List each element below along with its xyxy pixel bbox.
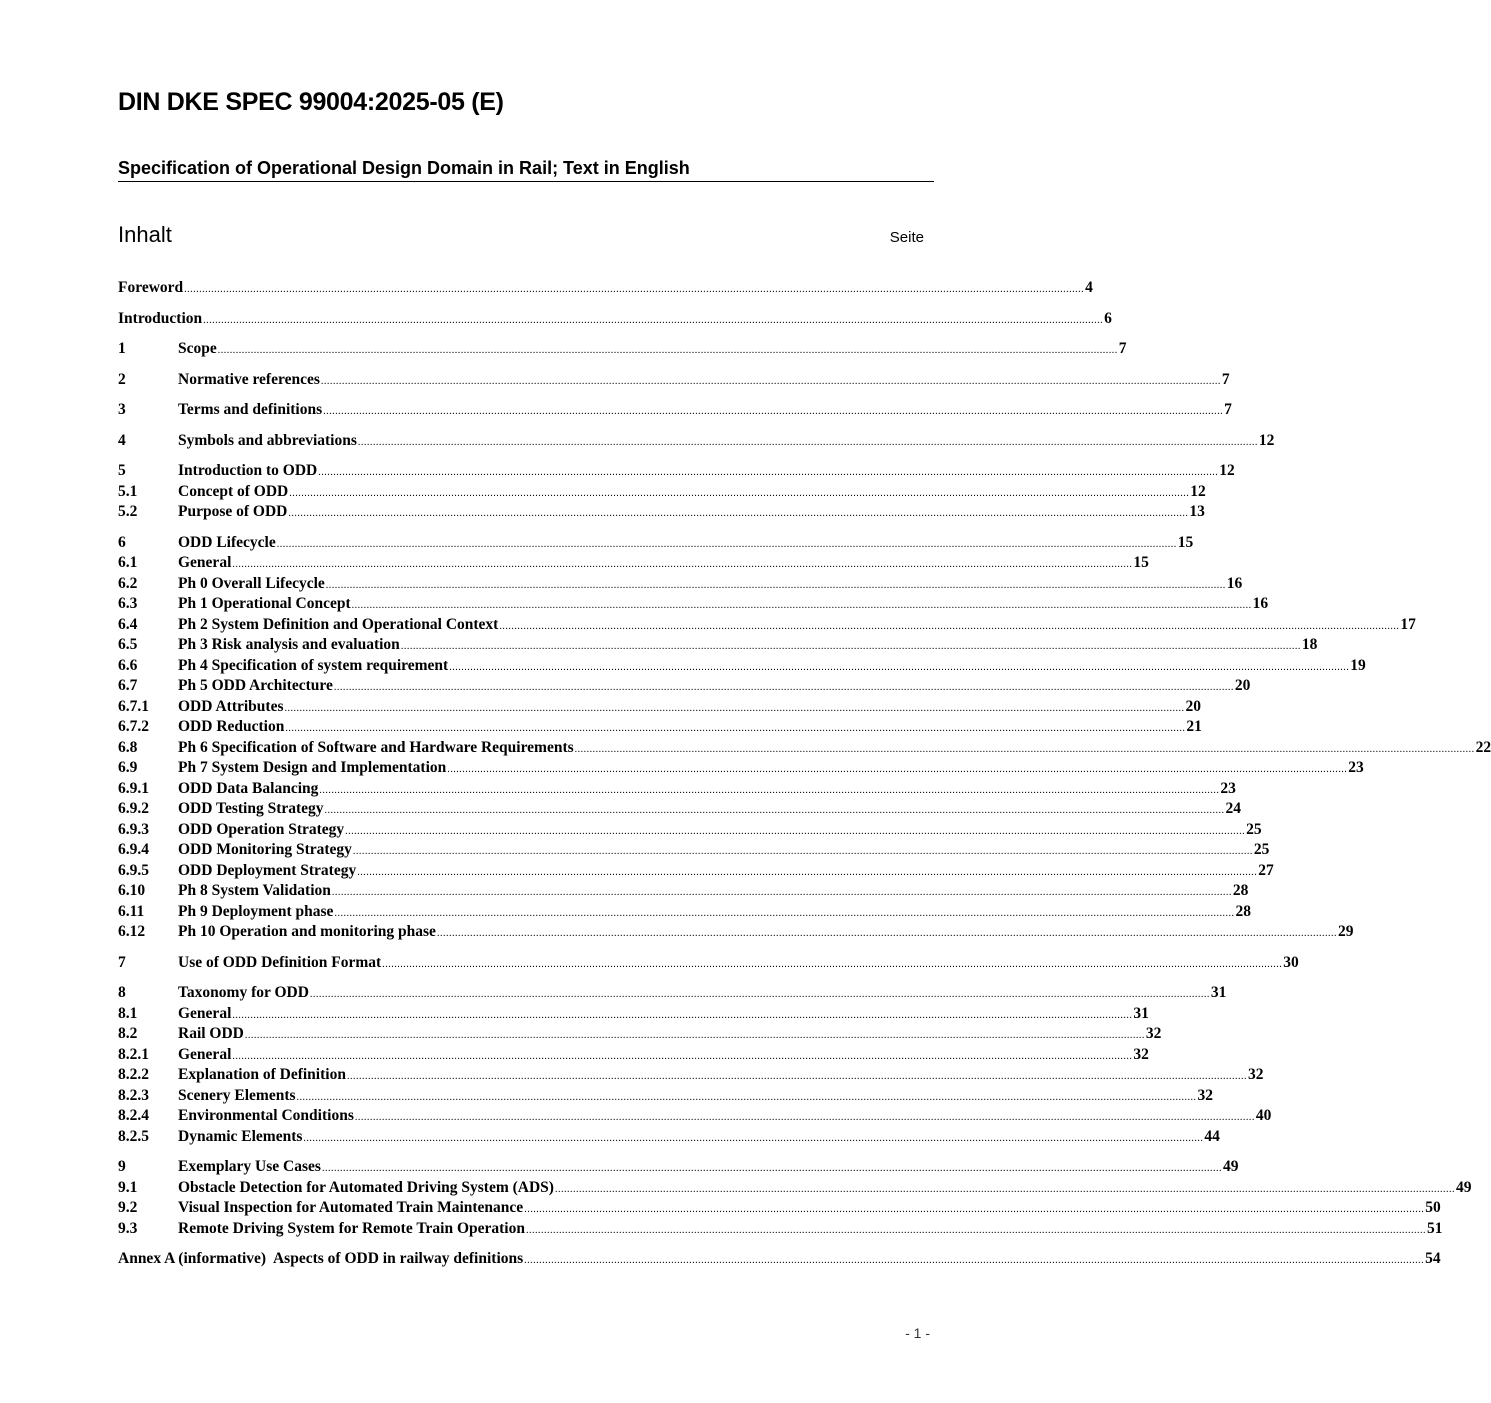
toc-dot-leader: ............................................................................................................................................................................................................................................................................................................ <box>232 1050 1133 1062</box>
toc-dot-leader: ............................................................................................................................................................................................................................................................................................................ <box>554 1183 1455 1195</box>
toc-dot-leader: ............................................................................................................................................................................................................................................................................................................ <box>400 641 1301 652</box>
toc-dot-leader: ............................................................................................................................................................................................................................................................................................................ <box>524 1204 1425 1215</box>
toc-entry-page: 18 <box>1301 636 1318 653</box>
toc-entry[interactable] <box>118 533 1194 554</box>
toc-entry[interactable] <box>118 482 1206 503</box>
toc-dot-leader: ............................................................................................................................................................................................................................................................................................................ <box>289 487 1190 499</box>
toc-dot-leader: ............................................................................................................................................................................................................................................................................................................ <box>217 345 1118 356</box>
toc-dot-leader: ............................................................................................................................................................................................................................................................................................................ <box>333 682 1234 693</box>
toc-dot-leader: ............................................................................................................................................................................................................................................................................................................ <box>232 559 1133 570</box>
toc-entry-number: 6.9.5 <box>118 861 149 879</box>
toc-entry[interactable] <box>118 1045 1149 1066</box>
toc-entry-title: Foreword <box>118 279 184 296</box>
toc-entry-number: 6.9.1 <box>118 779 149 797</box>
toc-entry-page: 31 <box>1210 984 1227 1001</box>
toc-entry-title: Obstacle Detection for Automated Driving System (ADS) <box>178 1178 554 1196</box>
toc-entry-page: 30 <box>1283 953 1299 971</box>
toc-entry-number: 8.2.1 <box>118 1045 149 1063</box>
toc-dot-leader: ............................................................................................................................................................................................................................................................................................................ <box>309 989 1210 1000</box>
toc-entry[interactable] <box>118 1198 1441 1219</box>
toc-entry-page: 7 <box>1221 370 1230 388</box>
toc-dot-leader: ............................................................................................................................................................................................................................................................................................................ <box>244 1030 1145 1041</box>
toc-dot-leader: ............................................................................................................................................................................................................................................................................................................ <box>345 825 1246 837</box>
toc-entry-number: 6.9 <box>118 759 138 776</box>
toc-dot-leader: ............................................................................................................................................................................................................................................................................................................ <box>285 723 1186 734</box>
toc-dot-leader: ............................................................................................................................................................................................................................................................................................................ <box>352 846 1253 857</box>
toc-entry-title: Explanation of Definition <box>178 1066 346 1083</box>
toc-entry[interactable] <box>118 339 1127 360</box>
toc-dot-leader: ............................................................................................................................................................................................................................................................................................................ <box>323 406 1224 417</box>
toc-dot-leader: ............................................................................................................................................................................................................................................................................................................ <box>449 661 1350 673</box>
toc-entry-page: 49 <box>1222 1158 1239 1175</box>
toc-dot-leader: ............................................................................................................................................................................................................................................................................................................ <box>232 1009 1133 1021</box>
toc-entry-title: ODD Attributes <box>178 697 284 715</box>
toc-dot-leader: ............................................................................................................................................................................................................................................................................................................ <box>321 1163 1222 1174</box>
toc-entry[interactable] <box>118 1157 1239 1178</box>
toc-entry[interactable] <box>118 635 1318 656</box>
toc-entry-page: 16 <box>1252 595 1269 612</box>
toc-entry-title: Ph 2 System Definition and Operational Context <box>178 615 499 633</box>
toc-entry-title: Scenery Elements <box>178 1086 296 1104</box>
toc-entry-number: 6 <box>118 533 126 551</box>
toc-entry[interactable] <box>118 370 1230 391</box>
toc-entry-title: Rail ODD <box>178 1025 244 1042</box>
toc-entry[interactable] <box>118 758 1364 779</box>
toc-entry-title: Scope <box>178 340 217 357</box>
toc-entry-page: 4 <box>1085 279 1093 296</box>
toc-entry-page: 7 <box>1118 340 1127 357</box>
toc-entry-page: 54 <box>1425 1250 1441 1267</box>
toc-entry-title: Introduction to ODD <box>178 462 318 479</box>
toc-entry-number: 6.3 <box>118 595 138 612</box>
toc-entry-title: Use of ODD Definition Format <box>178 953 382 971</box>
toc-entry-number: 3 <box>118 401 126 418</box>
toc-entry[interactable] <box>118 861 1274 882</box>
toc-dot-leader: ............................................................................................................................................................................................................................................................................................................ <box>499 620 1400 632</box>
toc-dot-leader: ............................................................................................................................................................................................................................................................................................................ <box>203 314 1104 326</box>
toc-entry-number: 6.11 <box>118 902 145 920</box>
toc-entry-number: 8.2.4 <box>118 1107 149 1124</box>
toc-entry-page: 31 <box>1133 1004 1149 1022</box>
toc-entry[interactable] <box>118 278 1093 299</box>
toc-entry-title: Dynamic Elements <box>178 1127 303 1145</box>
toc-entry-number: 6.10 <box>118 882 146 899</box>
toc-entry-number: 8 <box>118 984 126 1001</box>
toc-entry-page: 16 <box>1226 574 1243 592</box>
toc-entry-page: 32 <box>1133 1045 1149 1063</box>
toc-dot-leader: ............................................................................................................................................................................................................................................................................................................ <box>276 538 1177 550</box>
toc-entry-page: 32 <box>1247 1066 1264 1083</box>
toc-dot-leader: ............................................................................................................................................................................................................................................................................................................ <box>382 958 1283 970</box>
toc-entry[interactable] <box>118 738 1491 759</box>
toc-entry-title: ODD Lifecycle <box>178 533 276 551</box>
toc-entry-number: 6.7.2 <box>118 718 149 735</box>
toc-entry-title: Exemplary Use Cases <box>178 1158 321 1175</box>
toc-entry-page: 22 <box>1475 738 1491 756</box>
toc-entry[interactable] <box>118 615 1416 636</box>
toc-entry-number: 9 <box>118 1158 126 1175</box>
toc-entry-page: 51 <box>1426 1219 1443 1237</box>
toc-entry[interactable] <box>118 502 1205 523</box>
toc-entry[interactable] <box>118 881 1249 902</box>
toc-entry-page: 28 <box>1235 902 1251 920</box>
toc-entry-page: 6 <box>1104 309 1112 327</box>
toc-entry-page: 7 <box>1224 401 1232 418</box>
toc-entry-title: Concept of ODD <box>178 482 289 500</box>
toc-entry-title: Symbols and abbreviations <box>178 431 357 449</box>
toc-entry-page: 20 <box>1234 677 1251 694</box>
toc-dot-leader: ............................................................................................................................................................................................................................................................................................................ <box>288 508 1189 519</box>
toc-entry-number: 8.2.2 <box>118 1066 149 1083</box>
toc-entry-page: 21 <box>1186 718 1202 735</box>
toc-entry-title: Ph 5 ODD Architecture <box>178 677 333 694</box>
toc-entry-number: 6.4 <box>118 615 138 633</box>
toc-entry-page: 29 <box>1337 923 1354 940</box>
document-title: DIN DKE SPEC 99004:2025-05 (E) <box>118 88 504 116</box>
toc-entry-page: 12 <box>1190 482 1206 500</box>
toc-entry-number: 6.1 <box>118 554 138 571</box>
toc-entry-title: Ph 3 Risk analysis and evaluation <box>178 636 400 653</box>
toc-dot-leader: ............................................................................................................................................................................................................................................................................................................ <box>524 1255 1425 1266</box>
toc-entry[interactable] <box>118 1178 1472 1199</box>
toc-entry[interactable] <box>118 656 1366 677</box>
toc-entry-title: Annex A (informative) Aspects of ODD in railway definitions <box>118 1250 524 1267</box>
toc-dot-leader: ............................................................................................................................................................................................................................................................................................................ <box>320 375 1221 387</box>
toc-entry-page: 25 <box>1253 841 1270 858</box>
toc-entry[interactable] <box>118 400 1232 421</box>
toc-entry-number: 8.2.5 <box>118 1127 149 1145</box>
toc-entry[interactable] <box>118 1127 1220 1148</box>
toc-entry-page: 49 <box>1455 1178 1472 1196</box>
toc-entry[interactable] <box>118 1219 1443 1240</box>
toc-entry-title: Taxonomy for ODD <box>178 984 309 1001</box>
toc-entry-page: 12 <box>1258 431 1275 449</box>
toc-entry[interactable] <box>118 1004 1149 1025</box>
toc-entry-page: 13 <box>1189 503 1205 520</box>
toc-entry-title: Ph 1 Operational Concept <box>178 595 351 612</box>
toc-entry-number: 9.3 <box>118 1219 138 1237</box>
toc-dot-leader: ............................................................................................................................................................................................................................................................................................................ <box>331 887 1232 898</box>
toc-dot-leader: ............................................................................................................................................................................................................................................................................................................ <box>303 1132 1204 1144</box>
toc-entry-number: 4 <box>118 431 126 449</box>
toc-entry-title: Ph 4 Specification of system requirement <box>178 656 449 674</box>
toc-entry[interactable] <box>118 922 1354 943</box>
toc-entry-title: Environmental Conditions <box>178 1107 354 1124</box>
toc-entry[interactable] <box>118 799 1242 820</box>
page-column-label: Seite <box>889 229 924 246</box>
toc-entry[interactable] <box>118 820 1262 841</box>
toc-entry-page: 50 <box>1425 1199 1441 1216</box>
toc-entry-number: 6.9.4 <box>118 841 149 858</box>
toc-entry[interactable] <box>118 840 1270 861</box>
toc-entry-number: 7 <box>118 953 126 971</box>
toc-dot-leader: ............................................................................................................................................................................................................................................................................................................ <box>325 579 1226 591</box>
toc-dot-leader: ............................................................................................................................................................................................................................................................................................................ <box>351 600 1252 611</box>
toc-dot-leader: ............................................................................................................................................................................................................................................................................................................ <box>354 1112 1255 1123</box>
toc-entry-number: 5 <box>118 462 126 479</box>
toc-entry[interactable] <box>118 779 1236 800</box>
toc-entry-number: 6.9.2 <box>118 800 149 817</box>
toc-dot-leader: ............................................................................................................................................................................................................................................................................................................ <box>319 784 1220 796</box>
toc-entry-number: 5.1 <box>118 482 138 500</box>
toc-dot-leader: ............................................................................................................................................................................................................................................................................................................ <box>357 866 1258 878</box>
toc-heading: Inhalt <box>118 222 172 247</box>
toc-entry-number: 8.2 <box>118 1025 138 1042</box>
toc-entry-title: ODD Reduction <box>178 718 285 735</box>
toc-entry-title: Ph 7 System Design and Implementation <box>178 759 447 776</box>
toc-entry[interactable] <box>118 574 1243 595</box>
toc-entry-title: Ph 0 Overall Lifecycle <box>178 574 325 592</box>
toc-entry-number: 6.2 <box>118 574 138 592</box>
toc-entry-title: ODD Deployment Strategy <box>178 861 357 879</box>
document-subtitle: Specification of Operational Design Domain in Rail; Text in English <box>118 158 934 182</box>
toc-entry[interactable] <box>118 1249 1441 1270</box>
toc-entry-page: 17 <box>1400 615 1416 633</box>
toc-entry-title: Visual Inspection for Automated Train Maintenance <box>178 1199 524 1216</box>
toc-entry[interactable] <box>118 553 1149 574</box>
toc-entry-title: Terms and definitions <box>178 401 323 418</box>
toc-entry-title: ODD Operation Strategy <box>178 820 345 838</box>
toc-entry-page: 40 <box>1255 1107 1272 1124</box>
toc-entry-title: ODD Testing Strategy <box>178 800 324 817</box>
toc-entry[interactable] <box>118 1086 1214 1107</box>
table-of-contents <box>118 278 1491 1270</box>
toc-entry-title: Purpose of ODD <box>178 503 288 520</box>
toc-entry-page: 23 <box>1220 779 1236 797</box>
toc-entry-title: Ph 6 Specification of Software and Hardware Requirements <box>178 738 574 756</box>
toc-dot-leader: ............................................................................................................................................................................................................................................................................................................ <box>284 702 1185 714</box>
toc-entry[interactable] <box>118 1024 1162 1045</box>
toc-dot-leader: ............................................................................................................................................................................................................................................................................................................ <box>447 764 1348 775</box>
toc-entry-title: ODD Monitoring Strategy <box>178 841 352 858</box>
toc-dot-leader: ............................................................................................................................................................................................................................................................................................................ <box>357 436 1258 448</box>
toc-entry-number: 6.7 <box>118 677 138 694</box>
toc-entry-title: Ph 9 Deployment phase <box>178 902 334 920</box>
toc-entry-page: 15 <box>1133 554 1149 571</box>
toc-entry-number: 9.1 <box>118 1178 138 1196</box>
toc-entry-number: 9.2 <box>118 1199 138 1216</box>
toc-entry[interactable] <box>118 1065 1264 1086</box>
toc-entry[interactable] <box>118 953 1299 974</box>
toc-entry-title: General <box>178 1045 232 1063</box>
toc-dot-leader: ............................................................................................................................................................................................................................................................................................................ <box>436 928 1337 939</box>
toc-entry-number: 6.6 <box>118 656 138 674</box>
toc-entry-page: 24 <box>1225 800 1242 817</box>
toc-dot-leader: ............................................................................................................................................................................................................................................................................................................ <box>296 1091 1197 1103</box>
toc-entry[interactable] <box>118 1106 1272 1127</box>
toc-dot-leader: ............................................................................................................................................................................................................................................................................................................ <box>574 743 1475 755</box>
toc-dot-leader: ............................................................................................................................................................................................................................................................................................................ <box>346 1071 1247 1082</box>
toc-entry-number: 5.2 <box>118 503 138 520</box>
toc-entry[interactable] <box>118 717 1202 738</box>
toc-entry-page: 28 <box>1232 882 1249 899</box>
toc-entry-title: ODD Data Balancing <box>178 779 319 797</box>
toc-entry-page: 15 <box>1177 533 1194 551</box>
toc-entry[interactable] <box>118 902 1251 923</box>
toc-entry-number: 2 <box>118 370 126 388</box>
toc-entry-number: 6.8 <box>118 738 138 756</box>
toc-entry[interactable] <box>118 697 1201 718</box>
toc-entry-page: 12 <box>1219 462 1235 479</box>
toc-entry[interactable] <box>118 309 1112 330</box>
toc-entry-title: Normative references <box>178 370 320 388</box>
toc-entry-number: 6.7.1 <box>118 697 149 715</box>
toc-entry-number: 6.5 <box>118 636 138 653</box>
page-number: - 1 - <box>905 1325 930 1341</box>
toc-dot-leader: ............................................................................................................................................................................................................................................................................................................ <box>525 1224 1426 1236</box>
toc-entry-title: General <box>178 1004 232 1022</box>
toc-entry[interactable] <box>118 461 1235 482</box>
toc-entry-number: 1 <box>118 340 126 357</box>
toc-entry-page: 32 <box>1197 1086 1214 1104</box>
toc-entry-title: Ph 8 System Validation <box>178 882 331 899</box>
toc-entry[interactable] <box>118 594 1269 615</box>
toc-entry[interactable] <box>118 983 1227 1004</box>
toc-entry-title: General <box>178 554 232 571</box>
toc-entry-number: 8.2.3 <box>118 1086 149 1104</box>
toc-dot-leader: ............................................................................................................................................................................................................................................................................................................ <box>184 284 1085 295</box>
toc-entry-number: 6.9.3 <box>118 820 149 838</box>
toc-entry-page: 32 <box>1145 1025 1162 1042</box>
toc-entry[interactable] <box>118 431 1275 452</box>
toc-entry-page: 25 <box>1246 820 1262 838</box>
toc-dot-leader: ............................................................................................................................................................................................................................................................................................................ <box>318 467 1219 478</box>
toc-entry-title: Introduction <box>118 309 203 327</box>
toc-dot-leader: ............................................................................................................................................................................................................................................................................................................ <box>324 805 1225 816</box>
toc-entry-page: 44 <box>1204 1127 1220 1145</box>
toc-dot-leader: ............................................................................................................................................................................................................................................................................................................ <box>334 907 1235 919</box>
toc-entry[interactable] <box>118 676 1251 697</box>
toc-entry-page: 19 <box>1350 656 1366 674</box>
toc-entry-title: Ph 10 Operation and monitoring phase <box>178 923 436 940</box>
toc-entry-number: 6.12 <box>118 923 146 940</box>
toc-entry-number: 8.1 <box>118 1004 138 1022</box>
toc-entry-page: 23 <box>1348 759 1364 776</box>
toc-entry-page: 20 <box>1185 697 1201 715</box>
toc-entry-page: 27 <box>1258 861 1274 879</box>
toc-entry-title: Remote Driving System for Remote Train Operation <box>178 1219 525 1237</box>
